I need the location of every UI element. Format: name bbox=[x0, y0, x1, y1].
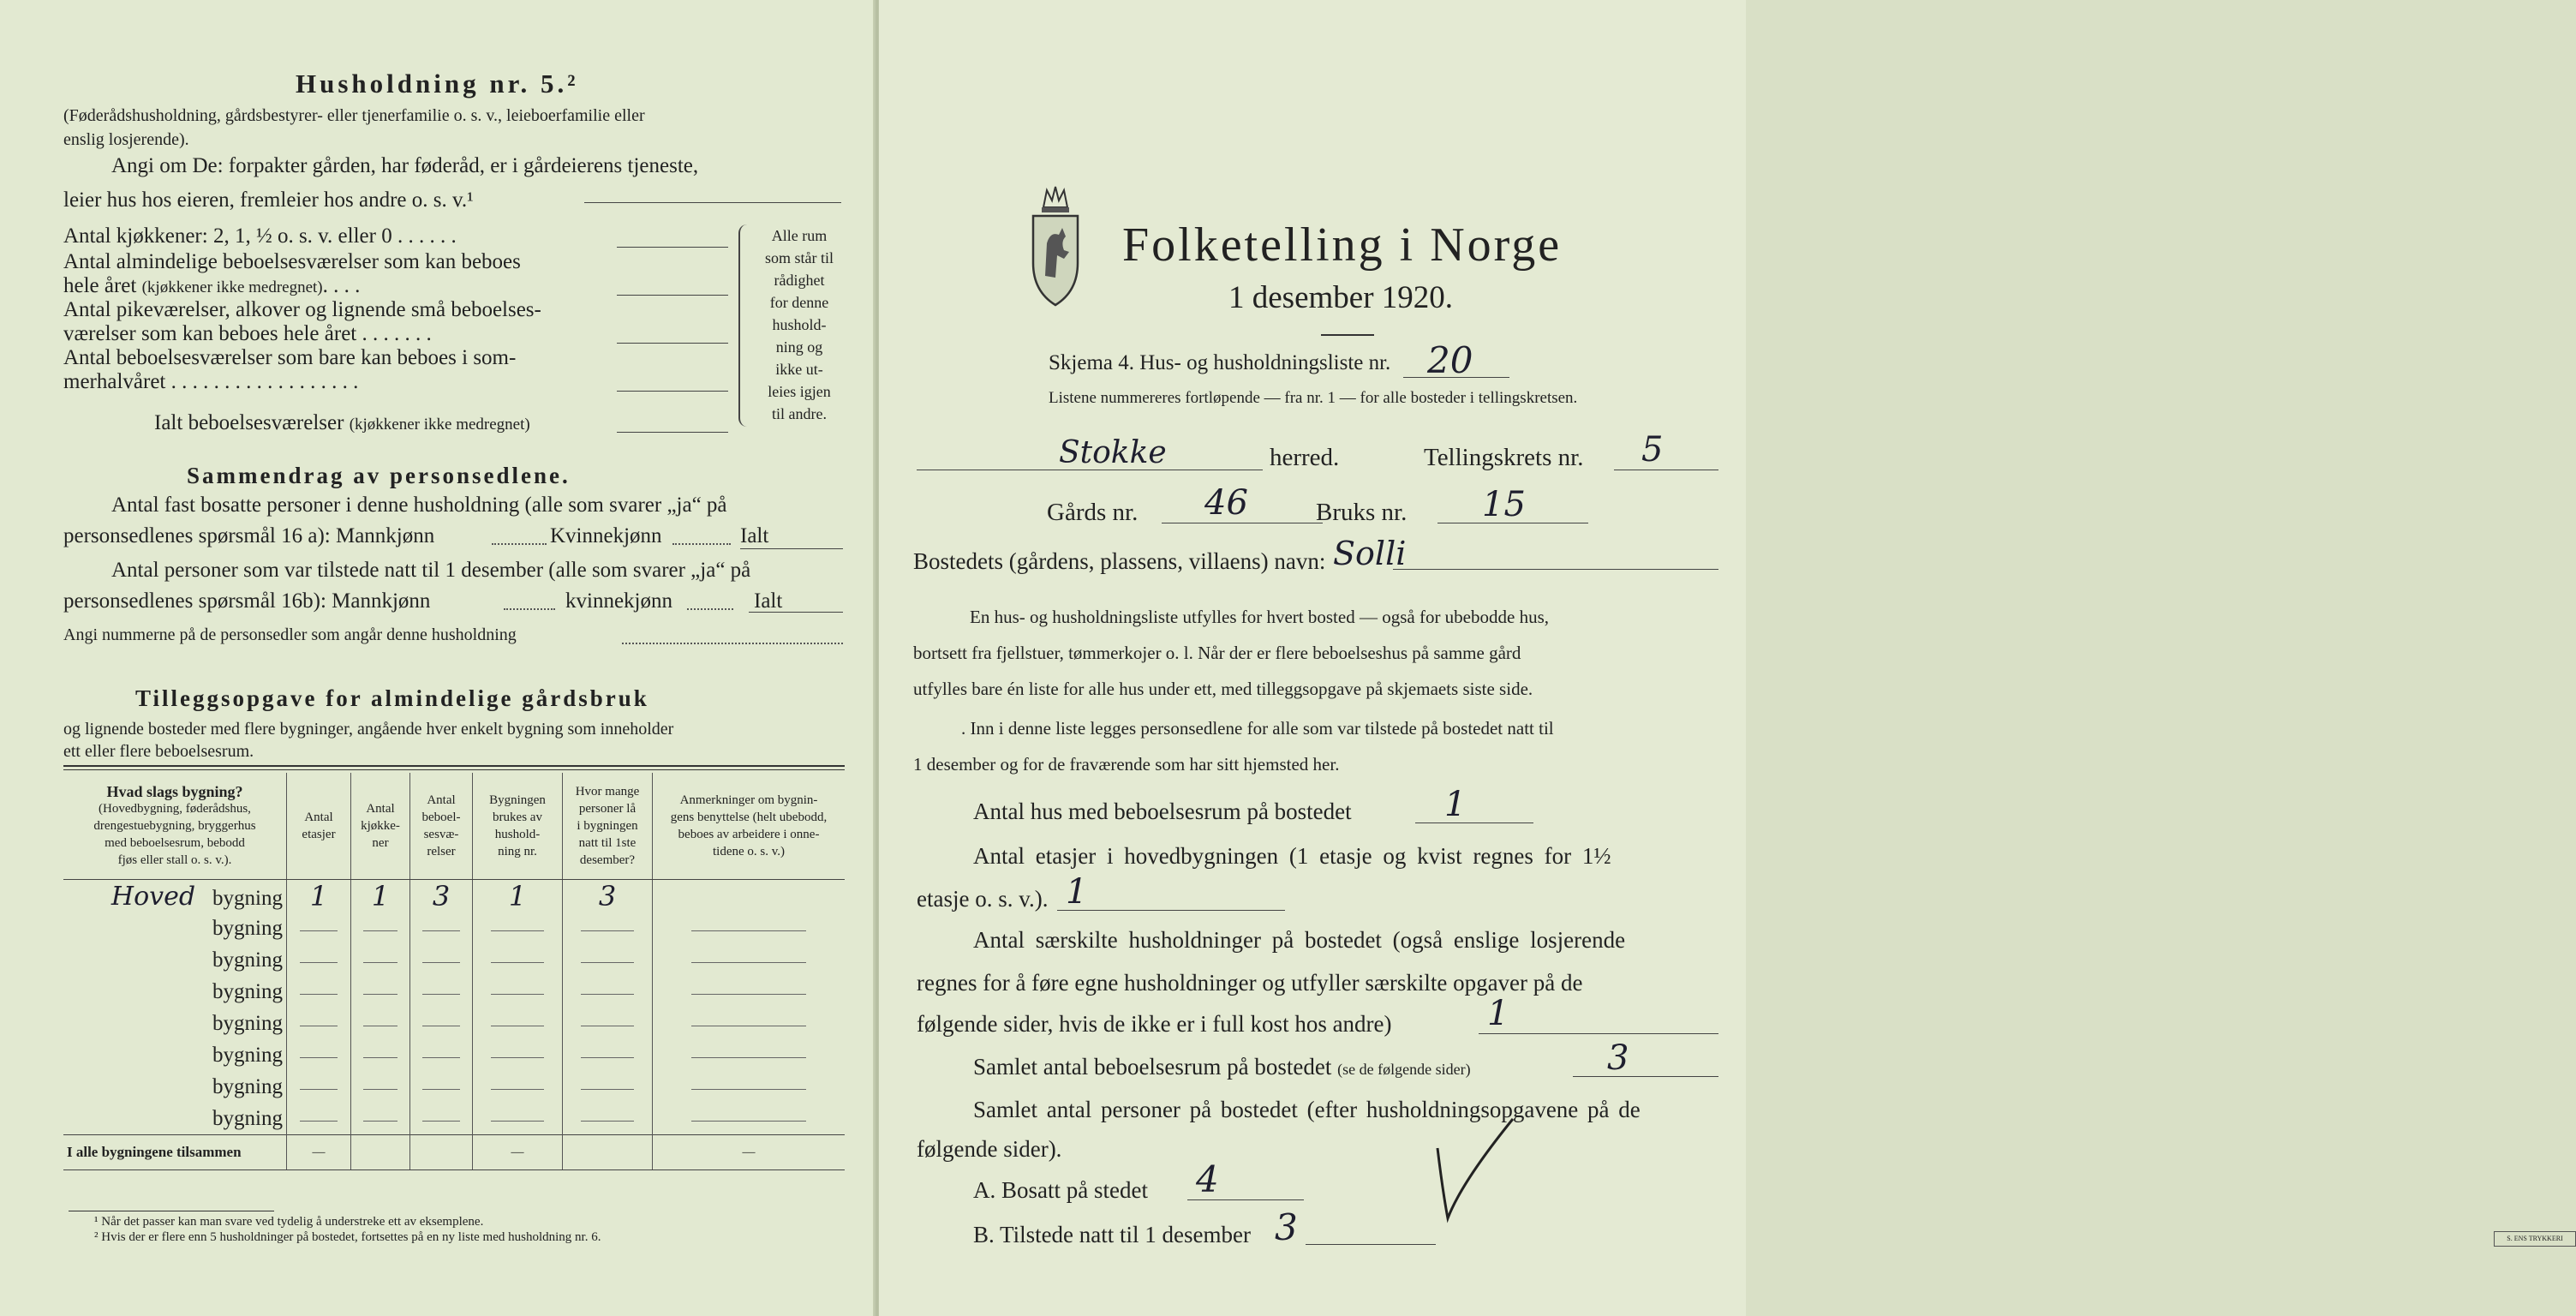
summary-line-1b: personsedlenes spørsmål 16 a): Mannkjønn bbox=[63, 524, 435, 547]
rooms-question-1b-note: (kjøkkener ikke medregnet) bbox=[141, 278, 323, 296]
summary-line-1d: Ialt bbox=[740, 524, 769, 547]
total-kitchens bbox=[351, 1135, 410, 1170]
krets-label: Tellingskrets nr. bbox=[1424, 444, 1584, 471]
question-rooms: Samlet antal beboelsesrum på bostedet bbox=[973, 1054, 1332, 1080]
building-type-value: Hoved bbox=[111, 881, 196, 912]
present-value: 3 bbox=[1275, 1206, 1298, 1248]
table-row bbox=[63, 976, 845, 1008]
answer-households: 1 bbox=[1487, 994, 1509, 1033]
row-label: bygning bbox=[212, 1043, 283, 1067]
gards-label: Gårds nr. bbox=[1047, 499, 1139, 526]
gards-value: 46 bbox=[1204, 483, 1248, 523]
total-household: — bbox=[473, 1135, 563, 1170]
sum2-men-line bbox=[504, 608, 555, 610]
check-mark-icon bbox=[1427, 1114, 1521, 1225]
sum1-men-line bbox=[492, 543, 547, 545]
table-total-row bbox=[63, 1135, 845, 1170]
remarks-value bbox=[653, 880, 846, 913]
header-floors: Antal etasjer bbox=[287, 773, 351, 880]
date-rule bbox=[1321, 334, 1374, 336]
side-note-line: som står til bbox=[765, 249, 834, 266]
total-remarks: — bbox=[653, 1135, 846, 1170]
extra-line-2: ett eller flere beboelsesrum. bbox=[63, 742, 254, 761]
answer-houses-line bbox=[1415, 822, 1533, 823]
total-rooms-label: Ialt beboelsesværelser bbox=[154, 411, 344, 434]
header-building-type: Hvad slags bygning? (Hovedbygning, føderådshus, drengestuebygning, bryggerhus med beboelsesrum, bebodd fjøs eller stall o. s. v.). bbox=[63, 773, 287, 880]
rooms-question-3a: Antal beboelsesværelser som bare kan beboes i som- bbox=[63, 346, 517, 369]
side-note-line: Alle rum bbox=[771, 227, 828, 244]
household-value: 1 bbox=[473, 880, 563, 913]
answer-houses: 1 bbox=[1444, 785, 1467, 824]
footnote-1: ¹ Når det passer kan man svare ved tydelig å understreke ett av eksemplene. bbox=[94, 1215, 484, 1229]
sum1-total-line bbox=[740, 548, 843, 549]
summary-line-2d: Ialt bbox=[754, 589, 783, 613]
side-note-brace bbox=[738, 224, 752, 427]
question-households-c: følgende sider, hvis de ikke er i full kost hos andre) bbox=[917, 1011, 1392, 1037]
question-households-b: regnes for å føre egne husholdninger og utfyller særskilte opgaver på de bbox=[917, 970, 1583, 996]
rooms-question-3b: merhalvåret . . . . . . . . . . . . . . . . . . bbox=[63, 370, 359, 393]
side-note-line: hushold- bbox=[772, 316, 827, 333]
side-note-line: ning og bbox=[775, 338, 823, 356]
row-label: bygning bbox=[212, 916, 283, 940]
kitchen-answer-line bbox=[617, 247, 728, 248]
krets-value: 5 bbox=[1641, 430, 1664, 470]
sum3-answer-line bbox=[622, 643, 843, 644]
rooms-question-1b: hele året bbox=[63, 274, 137, 297]
instruction-1: En hus- og husholdningsliste utfylles for hvert bosted — også for ubebodde hus, bbox=[970, 607, 1549, 627]
bruks-value: 15 bbox=[1482, 485, 1526, 524]
header-kitchens: Antal kjøkke- ner bbox=[351, 773, 410, 880]
rooms-answer-line-3 bbox=[617, 391, 728, 392]
kitchens-value: 1 bbox=[351, 880, 410, 913]
left-page: Husholdning nr. 5.² (Føderådshusholdning, gårdsbestyrer- eller tjenerfamilie o. s. v., leieboerfamilie eller enslig losjerende). Angi om De: forpakter gården, har føderåd, er i gårdeierens tjeneste, leier hus hos eieren, fremleier hos andre o. s. v.¹ Antal kjøkkener: 2, 1, ½ o. s. v. eller 0 . . . . . . Antal almindelige beboelsesværelser som kan beboes hele året (kjøkkener ikke medregnet). . . . Antal pikeværelser, alkover og lignende små beboelses- værelser som kan beboes hele året . . . . . . . Antal beboelsesværelser som bare kan beboes i som- merhalvåret . . . . . . . . . . . . . . . . . . Ialt beboelsesværelser (kjøkkener ikke medregnet) Alle rum som står til rådighet for denne hushold- ning og ikke ut- leies igjen til andre. Sammendrag av personsedlene. Antal fast bosatte personer i denne husholdning (alle som svarer „ja“ på personsedlenes spørsmål 16 a): Mannkjønn Kvinnekjønn Ialt Antal personer som var tilstede natt til 1 desember (alle som svarer „ja“ på personsedlenes spørsmål 16b): Mannkjønn kvinnekjønn Ialt Angi nummerne på de personsedler som angår denne husholdning Tilleggsopgave for almindelige gårdsbruk og lignende bosteder med flere bygninger, angående hver enkelt bygning som inneholder ett eller flere beboelsesrum. Hvad slags bygning? (Hovedbygning, føderådshus, drengestuebygning, bryggerhus med beboelsesrum, bebodd fjøs eller stall o. s. v.). Antal etasjer Antal kjøkke- ner Antal beboel- sesvæ- relser Bygningen brukes av hushold- ning nr. Hvor mange personer lå i bygningen natt til 1ste desember? Anmerkninger om bygnin- gens benyttelse (helt ubebodd, beboes av arbeidere i onne- tidene o. s. v.) Hoved bygning 1 1 3 1 3 bygning bygning bygning bygning bygning bygning bygning I alle bygningene tilsammen — — — ¹ Når det passer kan man svare ved tydelig å understreke ett av eksemplene. ² Hvis der er flere enn 5 husholdninger på bostedet, fortsettes på en ny liste med husholdning nr. 6. bbox=[0, 0, 876, 1316]
right-page bbox=[879, 0, 2563, 1316]
total-row-label: I alle bygningene tilsammen bbox=[63, 1135, 287, 1170]
question-rooms-note: (se de følgende sider) bbox=[1337, 1061, 1471, 1078]
table-row bbox=[63, 1071, 845, 1103]
footnote-2: ² Hvis der er flere enn 5 husholdninger på bostedet, fortsettes på en ny liste med husholdning nr. 6. bbox=[94, 1230, 601, 1244]
household-title: Husholdning nr. 5.² bbox=[296, 69, 579, 99]
instruction-3: utfylles bare én liste for alle hus under ett, med tilleggsopgave på skjemaets siste side. bbox=[913, 679, 1533, 699]
sum2-women-line bbox=[687, 608, 733, 610]
total-rooms-note: (kjøkkener ikke medregnet) bbox=[349, 416, 530, 434]
summary-line-1a: Antal fast bosatte personer i denne husholdning (alle som svarer „ja“ på bbox=[111, 494, 727, 517]
table-top-rule bbox=[63, 765, 845, 767]
schema-number: 20 bbox=[1427, 339, 1473, 381]
table-row bbox=[63, 912, 845, 944]
side-note-line: ikke ut- bbox=[775, 361, 823, 378]
present-line bbox=[1306, 1244, 1436, 1245]
answer-floors: 1 bbox=[1066, 872, 1088, 912]
rooms-question-1a: Antal almindelige beboelsesværelser som kan beboes bbox=[63, 250, 521, 273]
table-row bbox=[63, 1008, 845, 1039]
bosted-line bbox=[1393, 569, 1718, 570]
total-rooms bbox=[410, 1135, 473, 1170]
table-row bbox=[63, 944, 845, 976]
instruction-4: . Inn i denne liste legges personsedlene for alle som var tilstede på bostedet natt til bbox=[961, 718, 1554, 739]
question-floors-a: Antal etasjer i hovedbygningen (1 etasje og kvist regnes for 1½ bbox=[973, 843, 1611, 869]
printer-stamp: S. ENS TRYKKERI bbox=[2494, 1231, 2576, 1247]
list-note: Listene nummereres fortløpende — fra nr. 1 — for alle bosteder i tellingskretsen. bbox=[1049, 389, 1578, 407]
angi-line-2: leier hus hos eieren, fremleier hos andre o. s. v.¹ bbox=[63, 188, 474, 212]
rooms-answer-line-1 bbox=[617, 295, 728, 296]
angi-line-1: Angi om De: forpakter gården, har føderåd, er i gårdeierens tjeneste, bbox=[111, 154, 699, 177]
side-note-line: til andre. bbox=[772, 405, 827, 422]
row-label: bygning bbox=[212, 948, 283, 972]
rooms-value: 3 bbox=[410, 880, 473, 913]
question-floors-b: etasje o. s. v.). bbox=[917, 886, 1049, 912]
intro-line-2: enslig losjerende). bbox=[63, 130, 189, 149]
norway-coat-of-arms-icon bbox=[1021, 182, 1090, 310]
question-persons-a: Samlet antal personer på bostedet (efter husholdningsopgavene på de bbox=[973, 1097, 1641, 1122]
sum2-total-line bbox=[749, 612, 843, 613]
rooms-question-2a: Antal pikeværelser, alkover og lignende små beboelses- bbox=[63, 298, 541, 321]
row-label-cell bbox=[63, 880, 287, 913]
table-header-row bbox=[63, 773, 845, 880]
row-label: bygning bbox=[212, 979, 283, 1003]
answer-floors-line bbox=[1057, 910, 1285, 911]
summary-line-2a: Antal personer som var tilstede natt til 1 desember (alle som svarer „ja“ på bbox=[111, 559, 751, 582]
row-label: bygning bbox=[212, 1011, 283, 1035]
row-label: bygning bbox=[212, 886, 283, 910]
instruction-5: 1 desember og for de fraværende som har sitt hjemsted her. bbox=[913, 754, 1340, 775]
resident-value: 4 bbox=[1196, 1158, 1219, 1200]
present-label: B. Tilstede natt til 1 desember bbox=[973, 1222, 1251, 1247]
sum1-women-line bbox=[672, 543, 731, 545]
total-floors: — bbox=[287, 1135, 351, 1170]
schema-label: Skjema 4. Hus- og husholdningsliste nr. bbox=[1049, 351, 1391, 374]
total-persons bbox=[563, 1135, 653, 1170]
census-title: Folketelling i Norge bbox=[1122, 218, 1563, 272]
extra-line-1: og lignende bosteder med flere bygninger, angående hver enkelt bygning som inneholder bbox=[63, 720, 674, 739]
row-label: bygning bbox=[212, 1074, 283, 1098]
table-row bbox=[63, 1039, 845, 1071]
total-rooms-answer-line bbox=[617, 432, 728, 433]
answer-rooms-line bbox=[1573, 1076, 1718, 1077]
question-houses: Antal hus med beboelsesrum på bostedet bbox=[973, 799, 1352, 824]
rooms-answer-line-2 bbox=[617, 343, 728, 344]
herred-value: Stokke bbox=[1059, 435, 1167, 470]
table-row bbox=[63, 880, 845, 913]
intro-line-1: (Føderådshusholdning, gårdsbestyrer- eller tjenerfamilie o. s. v., leieboerfamilie eller bbox=[63, 106, 645, 125]
summary-title: Sammendrag av personsedlene. bbox=[187, 463, 571, 488]
side-note-line: for denne bbox=[769, 294, 829, 311]
persons-value: 3 bbox=[563, 880, 653, 913]
header-household-nr: Bygningen brukes av hushold- ning nr. bbox=[473, 773, 563, 880]
herred-label: herred. bbox=[1270, 444, 1340, 471]
resident-line bbox=[1187, 1199, 1304, 1200]
question-households-a: Antal særskilte husholdninger på bostedet (også enslige losjerende bbox=[973, 927, 1626, 953]
extra-title: Tilleggsopgave for almindelige gårdsbruk bbox=[135, 685, 649, 711]
buildings-table bbox=[63, 773, 845, 1170]
rooms-question-2b: værelser som kan beboes hele året . . . . . . . bbox=[63, 322, 432, 345]
header-persons: Hvor mange personer lå i bygningen natt til 1ste desember? bbox=[563, 773, 653, 880]
question-persons-b: følgende sider). bbox=[917, 1136, 1062, 1162]
bruks-label: Bruks nr. bbox=[1316, 499, 1408, 526]
summary-line-2c: kvinnekjønn bbox=[565, 589, 672, 613]
bosted-label: Bostedets (gårdens, plassens, villaens) navn: bbox=[913, 548, 1326, 574]
header-rooms: Antal beboel- sesvæ- relser bbox=[410, 773, 473, 880]
side-note-line: rådighet bbox=[774, 272, 825, 289]
floors-value: 1 bbox=[287, 880, 351, 913]
summary-line-2b: personsedlenes spørsmål 16b): Mannkjønn bbox=[63, 589, 431, 613]
answer-households-line bbox=[1479, 1033, 1718, 1034]
table-row bbox=[63, 1103, 845, 1135]
table-top-rule-2 bbox=[63, 769, 845, 770]
schema-number-line bbox=[1403, 377, 1509, 378]
side-note bbox=[752, 224, 846, 425]
side-note-line: leies igjen bbox=[768, 383, 831, 400]
angi-answer-line bbox=[584, 202, 841, 203]
instruction-2: bortsett fra fjellstuer, tømmerkojer o. l. Når der er flere beboelseshus på samme gård bbox=[913, 643, 1521, 663]
row-label: bygning bbox=[212, 1106, 283, 1130]
resident-label: A. Bosatt på stedet bbox=[973, 1177, 1148, 1203]
bosted-value: Solli bbox=[1333, 535, 1407, 572]
header-remarks: Anmerkninger om bygnin- gens benyttelse (helt ubebodd, beboes av arbeidere i onne- tidene o. s. v.) bbox=[653, 773, 846, 880]
summary-line-1c: Kvinnekjønn bbox=[550, 524, 662, 547]
kitchen-question: Antal kjøkkener: 2, 1, ½ o. s. v. eller 0 . . . . . . bbox=[63, 224, 457, 248]
census-date: 1 desember 1920. bbox=[1228, 280, 1454, 315]
answer-rooms: 3 bbox=[1607, 1038, 1629, 1078]
summary-line-3: Angi nummerne på de personsedler som angår denne husholdning bbox=[63, 625, 517, 644]
